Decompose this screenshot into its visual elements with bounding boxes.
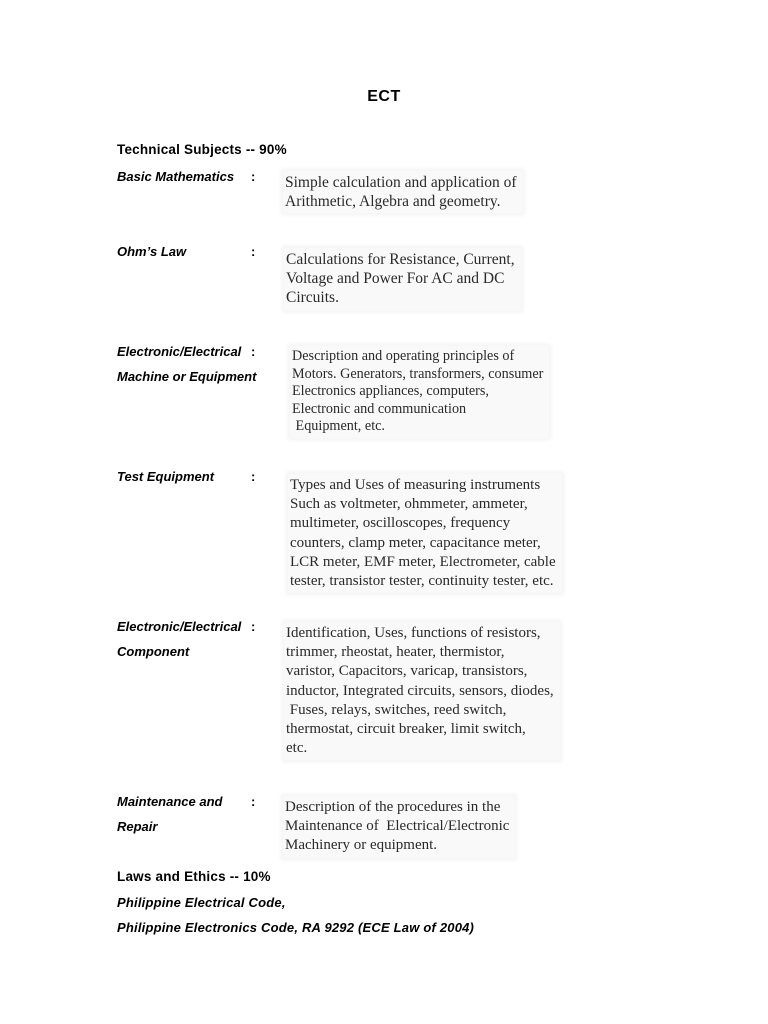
subject-label-basic-mathematics: [117, 164, 234, 189]
subject-label-line: Component: [117, 644, 190, 659]
description-line: etc.: [286, 740, 308, 757]
subject-colon: :: [251, 244, 256, 259]
subject-label-ohms-law: [117, 239, 186, 264]
description-line: counters, clamp meter, capacitance meter,: [290, 534, 541, 551]
subject-label-maintenance-and-repair: [117, 789, 222, 839]
subject-colon: :: [251, 619, 256, 634]
subject-label-line: Ohm’s Law: [117, 244, 187, 259]
subject-colon: :: [251, 344, 256, 359]
subject-description-machine-or-equipment: [290, 346, 549, 438]
description-line: Maintenance of Electrical/Electronic: [285, 818, 510, 835]
description-line: varistor, Capacitors, varicap, transistors,: [286, 663, 528, 680]
description-line: trimmer, rheostat, heater, thermistor,: [286, 644, 505, 661]
description-line: Such as voltmeter, ohmmeter, ammeter,: [290, 496, 528, 513]
subject-description-maintenance-and-repair: [283, 796, 515, 858]
description-line: Description of the procedures in the: [285, 799, 501, 815]
description-line: Machinery or equipment.: [285, 837, 438, 854]
page-title: ECT: [367, 88, 401, 105]
subject-description-ohms-law: [284, 248, 521, 310]
subject-label-test-equipment: [117, 464, 214, 489]
description-line: Motors. Generators, transformers, consumer: [292, 365, 544, 382]
subject-description-test-equipment: [288, 474, 562, 593]
description-line: Voltage and Power For AC and DC: [286, 270, 505, 288]
subject-label-line: Machine or Equipment: [117, 369, 257, 384]
subject-label-line: Repair: [117, 819, 158, 834]
subject-label-line: Basic Mathematics: [117, 169, 235, 184]
description-line: inductor, Integrated circuits, sensors, diodes,: [286, 682, 554, 699]
subject-label-line: Test Equipment: [117, 469, 215, 484]
law-item: Philippine Electronics Code, RA 9292 (ECE Law of 2004): [117, 920, 475, 935]
subject-colon: :: [251, 794, 256, 809]
description-line: Circuits.: [286, 289, 339, 307]
description-line: multimeter, oscilloscopes, frequency: [290, 515, 511, 532]
subject-label-machine-or-equipment: [117, 339, 256, 389]
subject-colon: :: [251, 169, 256, 184]
description-line: tester, transistor tester, continuity tester, etc.: [290, 573, 554, 590]
description-line: LCR meter, EMF meter, Electrometer, cable: [290, 553, 556, 570]
description-line: Arithmetic, Algebra and geometry.: [285, 193, 501, 211]
description-line: Types and Uses of measuring instruments: [290, 477, 541, 493]
subject-description-component: [284, 622, 560, 760]
subject-label-line: Electronic/Electrical: [117, 344, 242, 359]
description-line: Electronic and communication: [292, 400, 467, 417]
subject-label-line: Maintenance and: [117, 794, 223, 809]
subject-label-component: [117, 614, 241, 664]
law-item: Philippine Electrical Code,: [117, 895, 286, 910]
technical-subjects-heading: Technical Subjects -- 90%: [117, 142, 287, 157]
description-line: Equipment, etc.: [292, 418, 385, 435]
description-line: Fuses, relays, switches, reed switch,: [286, 701, 507, 718]
description-line: Calculations for Resistance, Current,: [286, 251, 515, 268]
subject-description-basic-mathematics: [283, 171, 523, 213]
subject-label-line: Electronic/Electrical: [117, 619, 242, 634]
laws-and-ethics-heading: Laws and Ethics -- 10%: [117, 869, 271, 884]
description-line: Electronics appliances, computers,: [292, 383, 489, 400]
description-line: Description and operating principles of: [292, 348, 515, 364]
description-line: Simple calculation and application of: [285, 174, 517, 191]
subject-colon: :: [251, 469, 256, 484]
description-line: Identification, Uses, functions of resistors,: [286, 625, 541, 641]
description-line: thermostat, circuit breaker, limit switch,: [286, 721, 526, 738]
